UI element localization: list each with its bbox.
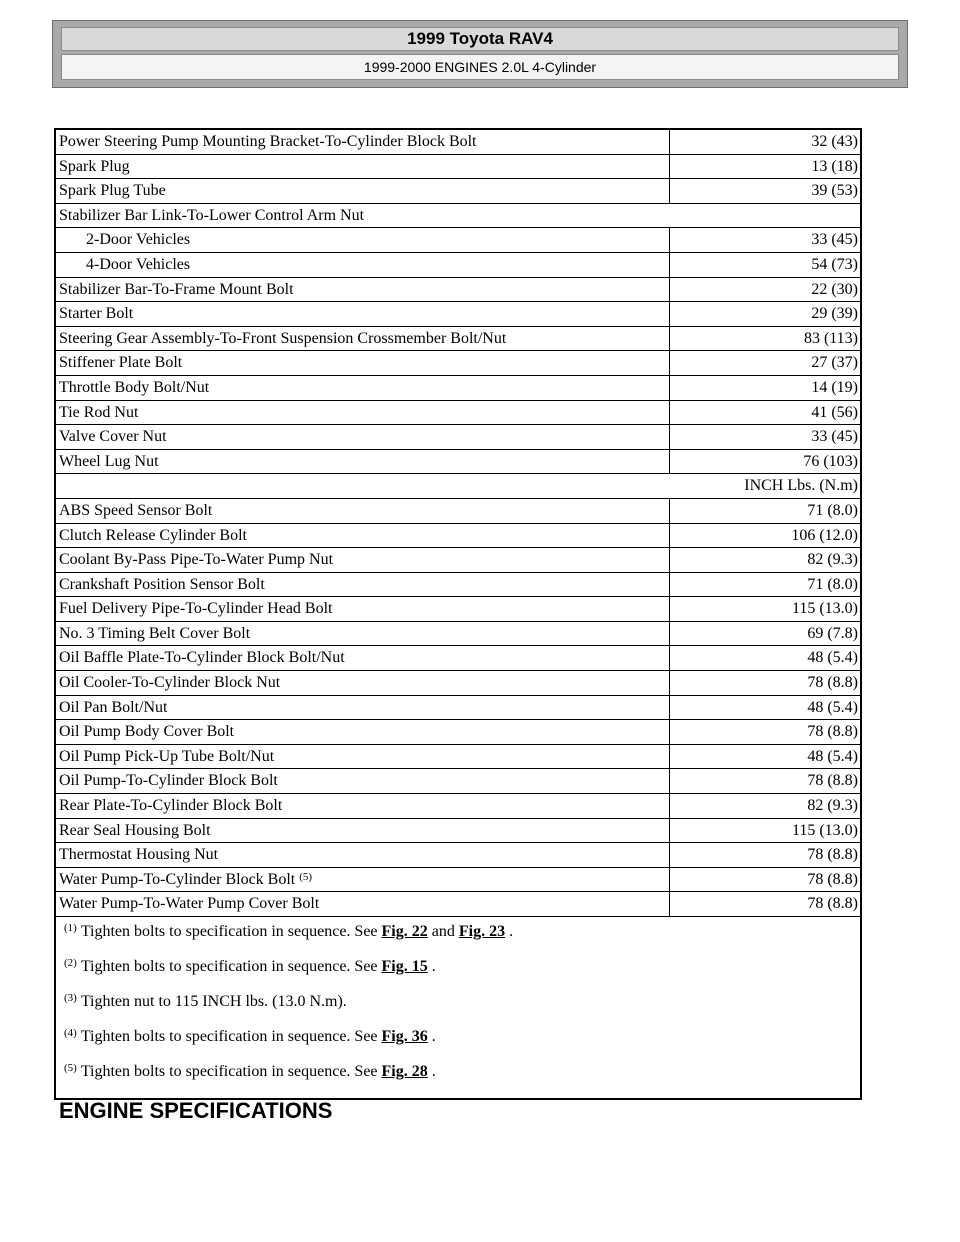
section-title: ENGINE SPECIFICATIONS xyxy=(59,1098,333,1123)
table-row xyxy=(56,622,860,647)
value-cell: 115 (13.0) xyxy=(791,821,858,839)
value-cell: 54 (73) xyxy=(811,255,858,273)
table-row xyxy=(56,819,860,844)
item-cell: Crankshaft Position Sensor Bolt xyxy=(56,573,670,597)
value-cell: 29 (39) xyxy=(811,305,858,323)
footnote-text: . xyxy=(431,1028,436,1045)
item-cell: Oil Pump-To-Cylinder Block Bolt xyxy=(56,769,670,793)
value-cell: 69 (7.8) xyxy=(807,624,858,642)
table-group-heading xyxy=(56,204,860,229)
table-row xyxy=(56,671,860,696)
item-cell: Rear Plate-To-Cylinder Block Bolt xyxy=(56,794,670,818)
document-subtitle: 1999-2000 ENGINES 2.0L 4-Cylinder xyxy=(61,54,899,80)
footnote-text: Tighten bolts to specification in sequence. See xyxy=(80,958,378,975)
value-cell: 78 (8.8) xyxy=(807,895,858,913)
value-cell: 32 (43) xyxy=(811,133,858,150)
item-cell xyxy=(56,868,670,892)
item-cell: Water Pump-To-Water Pump Cover Bolt xyxy=(56,892,670,916)
footnote-1 xyxy=(64,921,860,956)
item-cell: Steering Gear Assembly-To-Front Suspension Crossmember Bolt/Nut xyxy=(56,327,670,351)
document-title: 1999 Toyota RAV4 xyxy=(61,27,899,51)
footnote-text: . xyxy=(509,923,514,940)
footnotes xyxy=(56,917,860,1098)
table-row xyxy=(56,376,860,401)
table-row xyxy=(56,130,860,155)
footnote-text: Tighten bolts to specification in sequence. See xyxy=(80,1063,378,1080)
item-cell: Oil Pan Bolt/Nut xyxy=(56,696,670,720)
item-cell: 4-Door Vehicles xyxy=(56,253,670,277)
footnote-marker: (5) xyxy=(299,870,313,883)
footnote-4 xyxy=(64,1026,860,1061)
item-cell: Spark Plug xyxy=(56,155,670,179)
table-row xyxy=(56,499,860,524)
table-row xyxy=(56,351,860,376)
fig-36-link[interactable]: Fig. 36 xyxy=(381,1028,428,1045)
item-cell: No. 3 Timing Belt Cover Bolt xyxy=(56,622,670,646)
table-row xyxy=(56,843,860,868)
footnote-mark: (4) xyxy=(64,1027,77,1039)
item-cell: Valve Cover Nut xyxy=(56,425,670,449)
item-cell: Clutch Release Cylinder Bolt xyxy=(56,524,670,548)
table-row xyxy=(56,327,860,352)
item-cell: Starter Bolt xyxy=(56,302,670,326)
value-cell: 115 (13.0) xyxy=(791,600,858,618)
table-row xyxy=(56,278,860,303)
value-cell: 39 (53) xyxy=(811,182,858,200)
item-cell: Coolant By-Pass Pipe-To-Water Pump Nut xyxy=(56,548,670,572)
value-cell: 83 (113) xyxy=(803,329,858,347)
footnote-text: Tighten bolts to specification in sequence. See xyxy=(80,1028,378,1045)
table-row xyxy=(56,401,860,426)
value-cell: 76 (103) xyxy=(803,452,858,470)
item-text: Water Pump-To-Cylinder Block Bolt xyxy=(59,870,296,888)
item-cell: Oil Cooler-To-Cylinder Block Nut xyxy=(56,671,670,695)
item-cell: 2-Door Vehicles xyxy=(56,228,670,252)
item-cell: Oil Baffle Plate-To-Cylinder Block Bolt/Nut xyxy=(56,646,670,670)
item-cell: Fuel Delivery Pipe-To-Cylinder Head Bolt xyxy=(56,597,670,621)
footnote-mark: (5) xyxy=(64,1062,77,1074)
table-row xyxy=(56,253,860,278)
value-cell: 13 (18) xyxy=(811,157,858,175)
table-row xyxy=(56,450,860,475)
value-cell: 33 (45) xyxy=(811,428,858,446)
footnote-mark: (3) xyxy=(64,992,77,1004)
value-cell: 78 (8.8) xyxy=(807,723,858,741)
table-row xyxy=(56,794,860,819)
fig-22-link[interactable]: Fig. 22 xyxy=(381,923,428,940)
footnote-text: . xyxy=(431,958,436,975)
table-row xyxy=(56,720,860,745)
item-cell: Oil Pump Pick-Up Tube Bolt/Nut xyxy=(56,745,670,769)
value-cell: 33 (45) xyxy=(811,231,858,249)
footnote-2 xyxy=(64,956,860,991)
table-row xyxy=(56,696,860,721)
table-row xyxy=(56,573,860,598)
torque-spec-table xyxy=(54,128,862,1100)
group-heading-cell: Stabilizer Bar Link-To-Lower Control Arm Nut xyxy=(59,206,365,224)
footnote-mark: (2) xyxy=(64,957,77,969)
item-cell: Stabilizer Bar-To-Frame Mount Bolt xyxy=(56,278,670,302)
item-cell: ABS Speed Sensor Bolt xyxy=(56,499,670,523)
table-row xyxy=(56,228,860,253)
value-cell: 48 (5.4) xyxy=(807,698,858,716)
value-cell: 48 (5.4) xyxy=(807,649,858,667)
footnote-text: Tighten bolts to specification in sequence. See xyxy=(80,923,378,940)
table-row xyxy=(56,548,860,573)
table-row xyxy=(56,425,860,450)
value-cell: 78 (8.8) xyxy=(807,846,858,864)
footnote-mark: (1) xyxy=(64,922,77,934)
table-row xyxy=(56,179,860,204)
item-cell: Rear Seal Housing Bolt xyxy=(56,819,670,843)
value-cell: 78 (8.8) xyxy=(807,772,858,790)
footnote-text: and xyxy=(431,923,455,940)
item-cell: Oil Pump Body Cover Bolt xyxy=(56,720,670,744)
fig-15-link[interactable]: Fig. 15 xyxy=(381,958,428,975)
table-row xyxy=(56,524,860,549)
item-cell: Spark Plug Tube xyxy=(56,179,670,203)
fig-23-link[interactable]: Fig. 23 xyxy=(458,923,506,940)
item-cell: Wheel Lug Nut xyxy=(56,450,670,474)
table-row xyxy=(56,745,860,770)
value-cell: 14 (19) xyxy=(811,378,858,396)
table-row xyxy=(56,868,860,893)
footnote-5 xyxy=(64,1061,860,1096)
footnote-text: . xyxy=(431,1063,436,1080)
value-cell: 48 (5.4) xyxy=(807,747,858,765)
value-cell: 22 (30) xyxy=(811,280,858,298)
item-cell: Stiffener Plate Bolt xyxy=(56,351,670,375)
value-cell: 106 (12.0) xyxy=(791,526,858,544)
value-cell: 78 (8.8) xyxy=(807,870,858,888)
units-heading: INCH Lbs. (N.m) xyxy=(744,477,858,495)
table-row xyxy=(56,302,860,327)
table-row xyxy=(56,155,860,180)
value-cell: 27 (37) xyxy=(811,354,858,372)
item-cell: Power Steering Pump Mounting Bracket-To-Cylinder Block Bolt xyxy=(56,130,670,154)
page-header xyxy=(52,20,908,88)
item-cell: Thermostat Housing Nut xyxy=(56,843,670,867)
units-heading-row xyxy=(56,474,860,499)
value-cell: 41 (56) xyxy=(811,403,858,421)
value-cell: 82 (9.3) xyxy=(807,551,858,569)
item-cell: Throttle Body Bolt/Nut xyxy=(56,376,670,400)
value-cell: 71 (8.0) xyxy=(807,575,858,593)
value-cell: 78 (8.8) xyxy=(807,674,858,692)
table-row xyxy=(56,892,860,917)
item-cell: Tie Rod Nut xyxy=(56,401,670,425)
fig-28-link[interactable]: Fig. 28 xyxy=(381,1063,428,1080)
value-cell: 82 (9.3) xyxy=(807,797,858,815)
value-cell: 71 (8.0) xyxy=(807,501,858,519)
table-row xyxy=(56,769,860,794)
footnote-text: Tighten nut to 115 INCH lbs. (13.0 N.m). xyxy=(80,993,347,1010)
table-row xyxy=(56,597,860,622)
table-row xyxy=(56,646,860,671)
footnote-3 xyxy=(64,991,860,1026)
